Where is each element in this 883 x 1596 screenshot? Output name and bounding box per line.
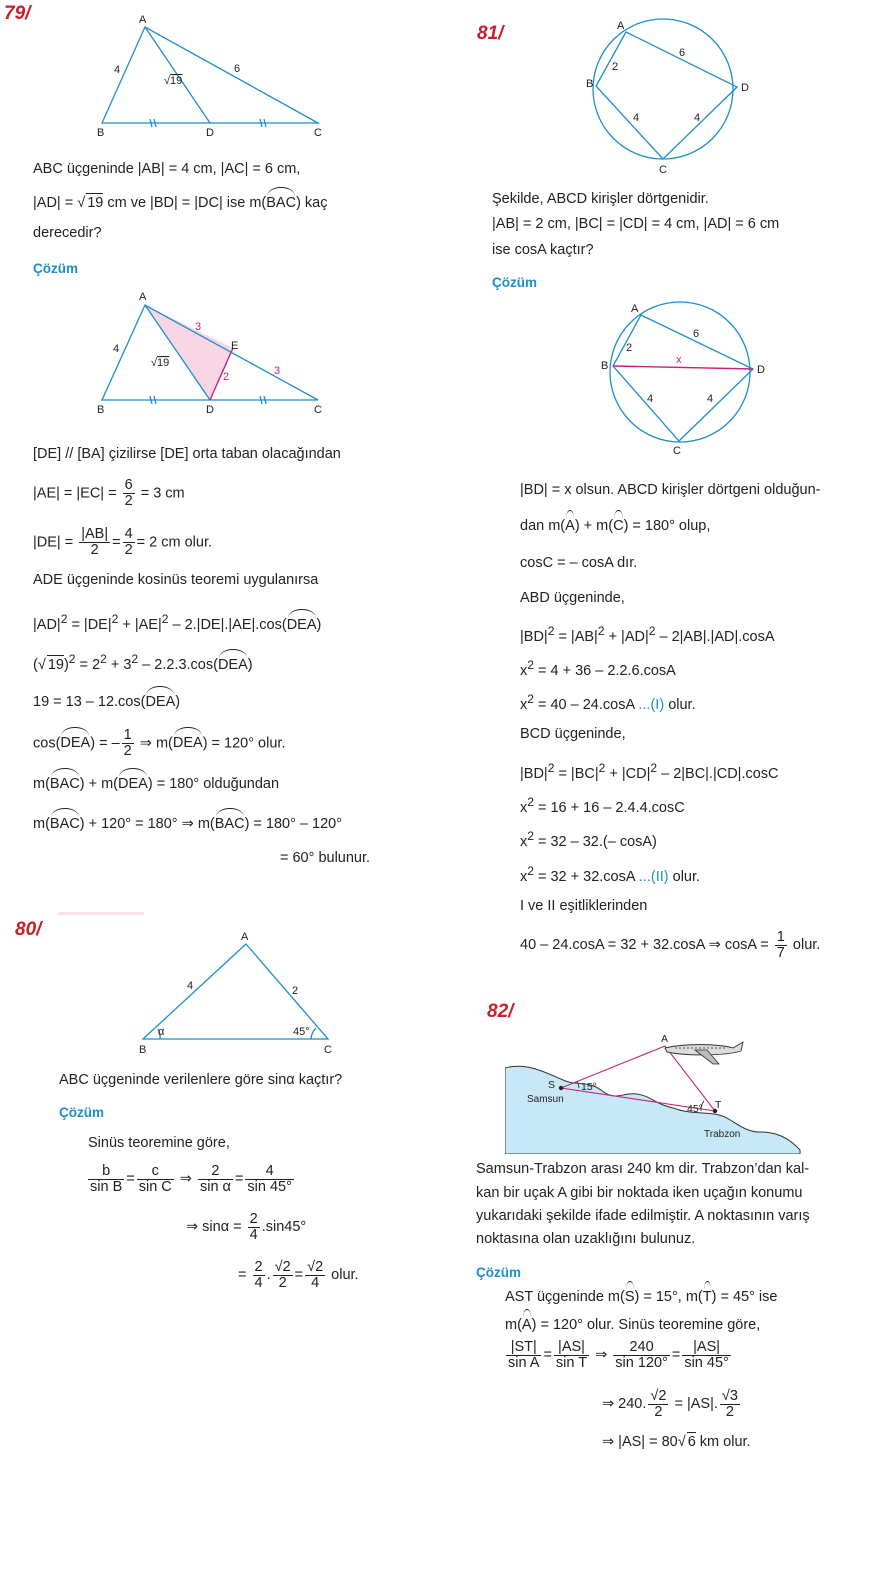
- triangle-solution-figure-79: [90, 283, 340, 418]
- q82-line2: kan bir uçak A gibi bir noktada iken uçağın konumu: [476, 1185, 803, 1201]
- label-C: C: [673, 445, 681, 457]
- decorative-bar: [58, 912, 144, 915]
- label-bc: 4: [647, 393, 654, 405]
- label-45: 45°: [293, 1026, 310, 1038]
- label-ab: 2: [626, 342, 633, 354]
- cyclic-quad-solution-figure-81: [597, 298, 775, 458]
- cozum-heading-79: Çözüm: [33, 261, 78, 276]
- label-C: C: [314, 404, 322, 416]
- label-A: A: [139, 291, 147, 303]
- label-bc: 4: [633, 112, 640, 124]
- s79-line6: (√ $19)^2 = 2^2 + 3^2 - 2.2.3.\cos(DEA)$: [33, 652, 253, 673]
- label-S: S: [548, 1079, 556, 1091]
- s80-sine-law: $\frac{b}{\text{sin B}}$ = $\frac{c}{\text{sin C}}$ ⇒ $\frac{2}{\text{sin α}}$ = $\frac{4}{\sin 45^\circ}$: [90, 1162, 292, 1195]
- s81-line5: $|BD|^2 = |AB|^2 + |AD|^2 - 2|AB|.|AD|.\cos A$: [520, 624, 775, 645]
- problem-number-82: 82/: [487, 1001, 514, 1022]
- label-A: A: [139, 14, 147, 26]
- s79-line11: = 60° bulunur.: [280, 850, 371, 866]
- label-E: E: [231, 340, 239, 352]
- s79-line9: m(BAC) + m(DEA) = 180° olduğundan: [33, 773, 279, 793]
- label-samsun: Samsun: [527, 1094, 564, 1105]
- label-D: D: [757, 364, 765, 376]
- s81-line6: $x^2 = 4 + 36 - 2.2.6.\cos A$: [520, 658, 676, 679]
- label-C: C: [659, 164, 667, 176]
- s82-line2: m(A) = 120° olur. Sinüs teoremine göre,: [505, 1314, 760, 1334]
- q81-line2: |AB| = 2 cm, |BC| = |CD| = 4 cm, |AD| = 6 cm: [492, 216, 780, 232]
- label-cd: 4: [707, 393, 714, 405]
- q79-line1: ABC üçgeninde |AB| = 4 cm, |AC| = 6 cm,: [33, 161, 301, 177]
- label-ad: 6: [679, 47, 686, 59]
- label-ec: 3: [274, 365, 281, 377]
- q79-line2: |AD| = √ 19 cm ve |BD| = |DC| ise m(BAC) kaç: [33, 192, 328, 212]
- label-x: x: [676, 354, 682, 366]
- s81-line7: $x^2 = 40 - 24.\cos A$ ...(I) olur.: [520, 692, 696, 713]
- s79-line2: |AE| = |EC| = $\frac{6}{2}$ = 3 cm: [33, 477, 185, 509]
- label-ad: √19: [164, 75, 183, 87]
- s79-line4: ADE üçgeninde kosinüs teoremi uygulanırsa: [33, 572, 319, 588]
- label-T: T: [715, 1099, 722, 1111]
- s81-line9: $|BD|^2 = |BC|^2 + |CD|^2 - 2|BC|.|CD|.\cos C$: [520, 761, 779, 782]
- s81-line3: cosC = – cosA dır.: [520, 555, 638, 571]
- s81-line4: ABD üçgeninde,: [520, 590, 625, 606]
- cyclic-quad-figure-81: [583, 12, 763, 180]
- label-D: D: [741, 82, 749, 94]
- label-ab: 2: [612, 61, 619, 73]
- s81-line1: |BD| = x olsun. ABCD kirişler dörtgeni olduğun-: [520, 482, 821, 498]
- label-A: A: [241, 931, 249, 943]
- label-ac: 6: [234, 63, 241, 75]
- s79-line5: $|AD|^2 = |DE|^2 + |AE|^2 - 2.|DE|.|AE|.\cos(DEA)$: [33, 612, 322, 633]
- label-alpha: α: [158, 1026, 165, 1038]
- label-B: B: [139, 1044, 147, 1056]
- s82-sine-law: $\frac{|ST|}{\text{sin A}}$ = $\frac{|AS|}{\text{sin T}}$ ⇒ $\frac{240}{\sin 120^\circ}$ = $\frac{|AS|}{\sin 45^\circ}$: [508, 1338, 729, 1371]
- s79-line3: |DE| = $\frac{|AB|}{2}$ = $\frac{4}{2}$ = 2 cm olur.: [33, 526, 213, 558]
- s82-line4: ⇒ 240. $\frac{√2}{2}$ = |AS|. $\frac{√3}{2}$: [602, 1387, 738, 1420]
- s81-line10: $x^2 = 16 + 16 - 2.4.4.\cos C$: [520, 795, 685, 816]
- label-ab: 4: [113, 343, 120, 355]
- label-ac: 2: [292, 985, 299, 997]
- problem-number-79: 79/: [4, 3, 31, 24]
- label-B: B: [601, 360, 609, 372]
- label-A: A: [661, 1033, 669, 1045]
- s79-line10: m(BAC) + 120° = 180° ⇒ m(BAC) = 180° – 120°: [33, 813, 342, 833]
- cozum-heading-81: Çözüm: [492, 275, 537, 290]
- s81-line11: $x^2 = 32 - 32.(-$ cosA): [520, 829, 657, 850]
- s79-line1: [DE] // [BA] çizilirse [DE] orta taban olacağından: [33, 446, 341, 462]
- label-B: B: [97, 127, 105, 139]
- s82-line5: ⇒ |AS| = 80√ 6 km olur.: [602, 1434, 751, 1450]
- s79-line8: cos(DEA) = – $\frac{1}{2}$ ⇒ m(DEA) = 120° olur.: [33, 727, 286, 759]
- label-cd: 4: [694, 112, 701, 124]
- s81-line2: dan m(A) + m(C) = 180° olup,: [520, 515, 710, 535]
- label-ad: 6: [693, 328, 700, 340]
- label-A: A: [631, 303, 639, 315]
- cozum-heading-80: Çözüm: [59, 1105, 104, 1120]
- label-D: D: [206, 404, 214, 416]
- triangle-figure-80: [130, 925, 345, 1060]
- problem-number-80: 80/: [15, 919, 42, 940]
- q82-line1: Samsun-Trabzon arası 240 km dir. Trabzon’dan kal-: [476, 1161, 810, 1177]
- triangle-figure-79: [90, 10, 340, 140]
- s81-line12: $x^2 = 32 + 32.\cos A$ ...(II) olur.: [520, 864, 701, 885]
- label-C: C: [324, 1044, 332, 1056]
- label-A: A: [617, 20, 625, 32]
- label-B: B: [586, 78, 594, 90]
- cozum-heading-82: Çözüm: [476, 1265, 521, 1280]
- q80-line1: ABC üçgeninde verilenlere göre sinα kaçtır?: [59, 1072, 343, 1088]
- s80-line1: Sinüs teoremine göre,: [88, 1135, 230, 1151]
- label-B: B: [97, 404, 105, 416]
- s81-line13: I ve II eşitliklerinden: [520, 898, 648, 914]
- q81-line1: Şekilde, ABCD kirişler dörtgenidir.: [492, 191, 709, 207]
- map-figure-82: [505, 1028, 805, 1154]
- label-ad: √19: [151, 357, 170, 369]
- label-45: 45°: [687, 1103, 703, 1115]
- s82-line1: AST üçgeninde m(S) = 15°, m(T) = 45° ise: [505, 1286, 777, 1306]
- q82-line4: noktasına olan uzaklığını bulunuz.: [476, 1231, 696, 1247]
- q79-line3: derecedir?: [33, 225, 102, 241]
- s80-line3: ⇒ sinα = $\frac{2}{4}$ .sin45°: [186, 1210, 307, 1243]
- q82-line3: yukarıdaki şekilde ifade edilmiştir. A noktasının varış: [476, 1208, 810, 1224]
- problem-number-81: 81/: [477, 23, 504, 44]
- label-ae: 3: [195, 321, 202, 333]
- q81-line3: ise cosA kaçtır?: [492, 242, 594, 258]
- label-D: D: [206, 127, 214, 139]
- s80-line4: = $\frac{2}{4}$ . $\frac{√2}{2}$ = $\frac{√2}{4}$ olur.: [238, 1258, 359, 1291]
- label-ab: 4: [114, 64, 121, 76]
- s81-line14: 40 – 24.cosA = 32 + 32.cosA ⇒ cosA = $\frac{1}{7}$ olur.: [520, 928, 821, 961]
- label-trabzon: Trabzon: [704, 1129, 741, 1140]
- label-de: 2: [223, 371, 230, 383]
- label-15: 15°: [581, 1081, 597, 1093]
- label-ab: 4: [187, 980, 194, 992]
- s79-line7: 19 = 13 – 12.cos(DEA): [33, 691, 180, 711]
- label-C: C: [314, 127, 322, 139]
- s81-line8: BCD üçgeninde,: [520, 726, 626, 742]
